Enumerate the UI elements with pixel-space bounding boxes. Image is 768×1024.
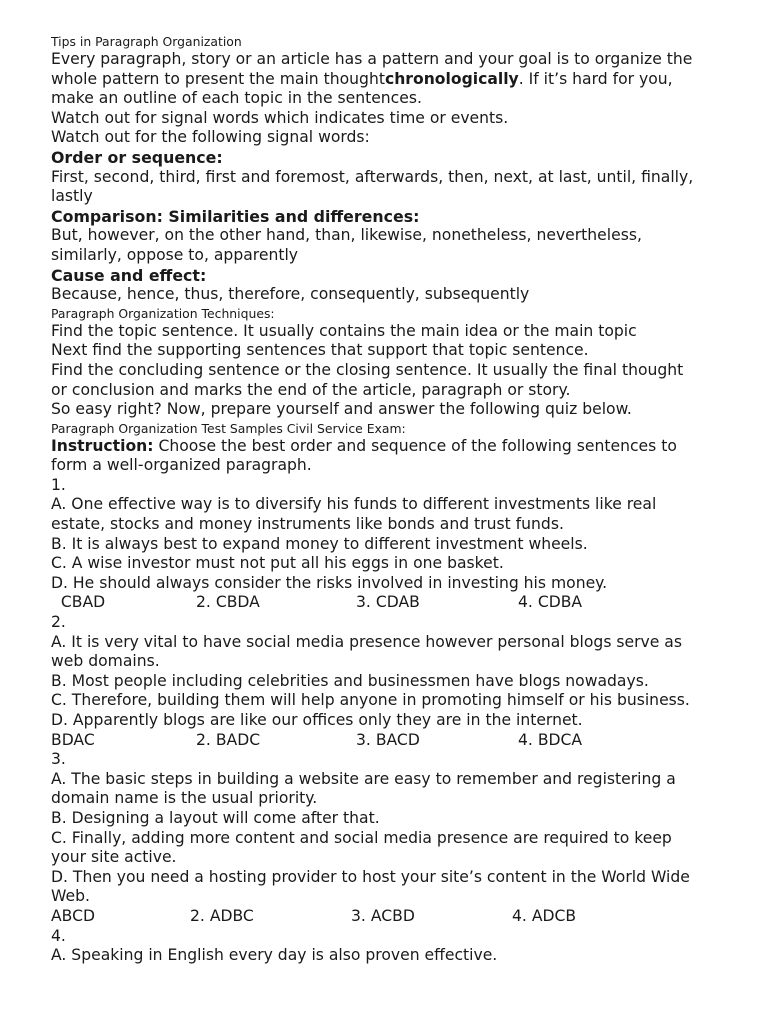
question-sentence: B. Designing a layout will come after that. — [51, 808, 380, 827]
test-section — [51, 420, 731, 476]
question-sentence: domain name is the usual priority. — [51, 789, 318, 808]
intro-line: Every paragraph, story or an article has a pattern and your goal is to organize the — [51, 50, 693, 68]
question-sentence: D. Apparently blogs are like our offices only they are in the internet. — [51, 711, 583, 729]
intro-line — [51, 70, 731, 90]
answer-option: 4. ADCB — [512, 906, 577, 925]
signal-group-heading: Cause and effect: — [51, 265, 207, 285]
intro-line: Watch out for the following signal words: — [51, 128, 370, 147]
signal-group-heading: Order or sequence: — [51, 147, 223, 167]
question-sentence: estate, stocks and money instruments like bonds and trust funds. — [51, 515, 564, 534]
test-title: Paragraph Organization Test Samples Civil Service Exam: — [51, 420, 406, 436]
answer-option: 2. ADBC — [190, 906, 254, 925]
emphasis-chronologically: chronologically — [384, 69, 519, 88]
instruction-text: Choose the best order and sequence of the following sentences to — [153, 436, 677, 455]
intro-line: Watch out for signal words which indicates time or events. — [51, 108, 509, 127]
intro-text: . If it’s hard for you, — [518, 69, 673, 88]
answer-option: ABCD — [51, 906, 95, 925]
signal-group-cause-effect — [51, 266, 731, 305]
answer-option: CBAD — [51, 593, 106, 612]
answer-option: 3. BACD — [356, 730, 420, 749]
signal-words-line: lastly — [51, 187, 93, 206]
question-number: 1. — [51, 475, 66, 494]
question-sentence: B. It is always best to expand money to different investment wheels. — [51, 534, 588, 553]
answer-option: 3. CDAB — [356, 593, 420, 612]
answer-options — [51, 593, 731, 613]
question-4 — [51, 927, 731, 966]
question-number: 4. — [51, 926, 66, 945]
answer-options — [51, 907, 731, 927]
question-sentence: C. A wise investor must not put all his eggs in one basket. — [51, 554, 504, 573]
question-number: 3. — [51, 750, 66, 769]
question-sentence: B. Most people including celebrities and businessmen have blogs nowadays. — [51, 671, 649, 690]
technique-line: Find the concluding sentence or the closing sentence. It usually the final thought — [51, 360, 684, 379]
technique-line: Next find the supporting sentences that support that topic sentence. — [51, 341, 589, 360]
question-sentence: A. One effective way is to diversify his funds to different investments like real — [51, 495, 657, 514]
technique-line: So easy right? Now, prepare yourself and answer the following quiz below. — [51, 400, 632, 419]
answer-option: 4. CDBA — [518, 593, 583, 612]
intro-line: make an outline of each topic in the sentences. — [51, 89, 422, 108]
question-number: 2. — [51, 613, 66, 632]
question-sentence: D. He should always consider the risks involved in investing his money. — [51, 573, 608, 592]
signal-words-line: similarly, oppose to, apparently — [51, 245, 299, 264]
signal-words-line: Because, hence, thus, therefore, consequently, subsequently — [51, 285, 530, 304]
signal-group-heading: Comparison: Similarities and differences: — [51, 206, 420, 226]
document-title: Tips in Paragraph Organization — [51, 34, 242, 49]
technique-line: or conclusion and marks the end of the article, paragraph or story. — [51, 380, 571, 399]
instruction-label: Instruction: — [51, 436, 154, 455]
question-sentence: Web. — [51, 887, 90, 906]
intro-text: whole pattern to present the main thought — [51, 69, 385, 88]
instruction-line: form a well-organized paragraph. — [51, 456, 312, 475]
question-2 — [51, 613, 731, 750]
question-sentence: C. Finally, adding more content and social media presence are required to keep — [51, 828, 672, 847]
question-sentence: C. Therefore, building them will help anyone in promoting himself or his business. — [51, 691, 690, 710]
question-sentence: your site active. — [51, 848, 177, 867]
signal-words-line: First, second, third, first and foremost, afterwards, then, next, at last, until, finally, — [51, 167, 694, 186]
technique-line: Find the topic sentence. It usually contains the main idea or the main topic — [51, 321, 637, 340]
question-3 — [51, 750, 731, 926]
answer-option: 4. BDCA — [518, 730, 583, 749]
answer-options — [51, 731, 731, 751]
techniques-section — [51, 305, 731, 420]
answer-option: BDAC — [51, 730, 95, 749]
intro-section — [51, 50, 731, 148]
question-sentence: A. It is very vital to have social media presence however personal blogs serve as — [51, 632, 682, 651]
question-sentence: A. Speaking in English every day is also proven effective. — [51, 946, 498, 965]
question-sentence: web domains. — [51, 652, 160, 671]
question-1 — [51, 476, 731, 613]
question-sentence: D. Then you need a hosting provider to host your site’s content in the World Wide — [51, 867, 690, 886]
question-sentence: A. The basic steps in building a website are easy to remember and registering a — [51, 769, 676, 788]
answer-option: 3. ACBD — [351, 906, 415, 925]
signal-words-line: But, however, on the other hand, than, likewise, nonetheless, nevertheless, — [51, 226, 642, 245]
document-page — [51, 33, 731, 966]
instruction-line — [51, 437, 731, 457]
techniques-title: Paragraph Organization Techniques: — [51, 305, 275, 321]
answer-option: 2. BADC — [196, 730, 261, 749]
answer-option: 2. CBDA — [196, 593, 260, 612]
signal-group-comparison — [51, 207, 731, 266]
signal-group-order — [51, 148, 731, 207]
